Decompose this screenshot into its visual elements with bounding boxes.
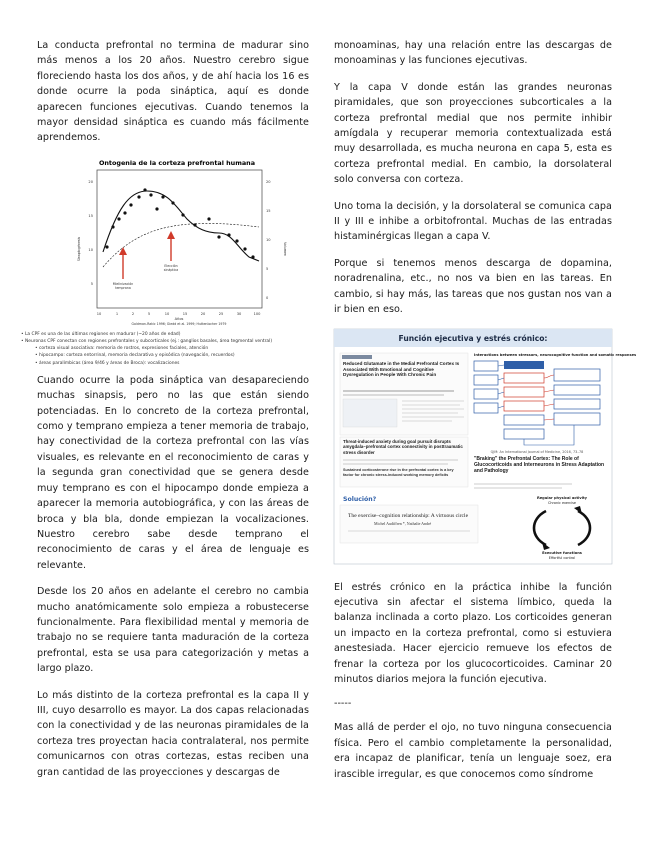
paragraph-right-2: Y la capa V donde están las grandes neuronas piramidales, que son proyecciones subcorticales a la corteza prefrontal medial que nos permite inhibir amígdala y recuperar memoria contextualizada está muy desarrollada, es mucha neurona en capa 5, esta es corteza prefrontal medial. En cambio, la dorsolateral solo conversa con corteza.: [334, 81, 612, 186]
data-point: [243, 247, 246, 250]
paper3-title: "Braking" the Prefrontal Cortex: The Role of Glucocorticoids and Interneurons in Stress Adaptation and Pathology: [474, 455, 605, 474]
x-tick: 25: [218, 311, 224, 316]
x-tick: 10: [96, 311, 102, 316]
paragraph-left-2: Cuando ocurre la poda sináptica van desapareciendo muchas sinapsis, pero no las que están siendo potenciadas. En lo concreto de la corteza prefrontal, como y temprano empieza a tener memoria de trabajo, hay conectividad de la corteza prefrontal con las vías visuales, es relevante en el reconocimiento de caras y la segunda gran conectividad que se genera desde muy temprano es con el hipocampo donde empieza a aparecer la memoria autobiográfica, y con las áreas de broca y bla bla, donde empiezan la vocalizaciones. Nuestro cerebro sabe desde temprano el reconocimiento de caras y el área de lenguaje es relevante.: [37, 374, 309, 571]
data-point: [117, 217, 120, 220]
data-point: [155, 207, 158, 210]
x-tick: 2: [131, 311, 135, 316]
figure1-y-left-label: Sinaptogénesis: [77, 236, 81, 261]
figure1-caption: Goldman-Rakic 1996; Giedd et al. 1999; Huttenlocher 1979: [131, 321, 227, 326]
solution-label: Solución?: [343, 495, 377, 503]
figure1-bullet: • Neuronas CPF conectan con regiones prefrontales y subcorticales (ej.: ganglios basales, área tegmental ventral): [21, 339, 273, 345]
paper1-snippet: [340, 353, 468, 435]
paragraph-right-6: Mas allá de perder el ojo, no tuvo ninguna consecuencia física. Pero el cambio completamente la personalidad, era incapaz de planificar, tenía un lenguaje soez, era irascible irregular, es que conocemos como síndrome: [334, 722, 612, 780]
y-right-tick: 15: [266, 208, 271, 213]
data-point: [227, 233, 230, 236]
data-point: [171, 201, 174, 204]
x-tick: 10: [164, 311, 170, 316]
data-point: [181, 213, 184, 216]
annotation-pruning-2: sináptica: [163, 267, 179, 272]
figure-prefrontal-ontogeny: [21, 157, 309, 367]
diagram-source: QJM: An International Journal of Medicine, 2016, 73–78: [490, 449, 584, 454]
data-point: [123, 211, 126, 214]
paper2-title: Threat-induced anxiety during goal pursuit disrupts amygdala–prefrontal cortex connectivity in posttraumatic stress disorder: [343, 438, 463, 455]
data-point: [105, 245, 108, 248]
paragraph-left-3: Desde los 20 años en adelante el cerebro no cambia mucho anatómicamente solo empieza a robustecerse funcionalmente. Para flexibilidad mental y memoria de trabajo no se requiere tanta maduración de la corteza prefrontal, esta se usa para categorización y metas a largo plazo.: [37, 586, 309, 675]
paragraph-right-3: Uno toma la decisión, y la dorsolateral se comunica capa II y III e inhibe a orbitofrontal. Muchas de las entradas histaminérgicas llegan a capa V.: [334, 200, 612, 243]
ontogeny-chart: [37, 157, 309, 327]
paragraph-right-1: monoaminas, hay una relación entre las descargas de monoaminas y las funciones ejecutivas.: [334, 40, 612, 67]
data-point: [129, 203, 132, 206]
figure2-header: Función ejecutiva y estrés crónico:: [398, 333, 548, 343]
y-right-tick: 20: [266, 179, 271, 184]
right-column: [334, 38, 637, 793]
annotation-myelination: Mielinización: [112, 281, 134, 286]
figure1-y-right-ticks: [266, 180, 271, 300]
diagram-title: Interactions between stressors, neurocognitive function and somatic responses: [474, 352, 637, 357]
paragraph-right-5: El estrés crónico en la práctica inhibe la función ejecutiva sin afectar el sistema límbico, queda la balanza inclinada a corto plazo. Los corticoides generan un impacto en la corteza prefrontal, como si estuviera anestesiada. Hacer ejercicio remueve los efectos de frenar la corteza por los glucocorticoides. Caminar 20 minutos diarios mejora la función ejecutiva.: [334, 581, 612, 685]
x-tick: 1: [115, 311, 119, 316]
x-tick: 30: [236, 311, 242, 316]
data-point: [111, 225, 114, 228]
figure1-arrow-pruning: [164, 231, 178, 272]
data-point: [251, 255, 254, 258]
figure1-data-points: [105, 188, 254, 258]
section-divider: -----: [334, 698, 352, 710]
data-point: [217, 235, 220, 238]
x-tick: 100: [253, 311, 261, 316]
paragraph-left-1: La conducta prefrontal no termina de madurar sino más menos a los 20 años. Nuestro cerebro sigue floreciendo hasta los dos años, y de ahí hacia los 16 es donde ocurre la poda sináptica, aquí es donde aparecen funciones ejecutivas. Cuando tenemos la mayor densidad sináptica es cuando más fácilmente aprendemos.: [37, 40, 309, 144]
annotation-pruning: Elección: [164, 263, 178, 268]
y-left-tick: 20: [88, 179, 93, 184]
figure1-y-right-label: Volumen: [283, 241, 287, 256]
y-left-tick: 5: [90, 281, 93, 286]
figure1-sub-bullet: • áreas paralímbicas (área 9/46 y áreas de Broca): vocalizaciones: [35, 360, 180, 366]
annotation-myelination-2: temprana: [115, 285, 131, 290]
data-point: [235, 239, 238, 242]
data-point: [207, 217, 210, 220]
paper4-title: The exercise–cognition relationship: A virtuous circle: [348, 512, 469, 519]
paragraph-right-4: Porque si tenemos menos descarga de dopamina, noradrenalina, etc., no nos va bien en las tareas. En cambio, si hay más, las tareas que nos gustan nos van a ir bien en eso.: [334, 257, 612, 316]
figure1-sub-bullet: • hipocampo: corteza entorrinal, memoria declarativa y episódica (navegación, recuerdos): [35, 353, 235, 359]
figure1-x-ticks: [97, 312, 261, 316]
figure1-x-label: Años: [174, 316, 184, 321]
paper1-title: Reduced Glutamate in the Medial Prefrontal Cortex Is Associated With Emotional and Cognitive Dysregulation in People With Chronic Pain: [343, 360, 460, 377]
y-right-tick: 5: [266, 266, 269, 271]
figure1-bullet: • La CPF es una de las últimas regiones en madurar (~20 años de edad): [21, 331, 181, 337]
figure1-volume-curve: [103, 223, 259, 267]
data-point: [137, 195, 140, 198]
data-point: [161, 195, 164, 198]
figure1-y-left-ticks: [88, 180, 93, 286]
paper2-abstract: Sustained corticosterone rise in the prefrontal cortex is a key factor for chronic stress-induced working memory deficits: [343, 467, 454, 477]
x-tick: 20: [200, 311, 206, 316]
y-left-tick: 10: [88, 247, 93, 252]
stress-collage: [334, 329, 637, 564]
y-right-tick: 10: [266, 237, 271, 242]
y-right-tick: 0: [266, 295, 269, 300]
figure1-sub-bullet: • corteza visual asociativa: memoria de rostros, expresiones faciales, atención: [35, 346, 209, 352]
y-left-tick: 15: [88, 213, 93, 218]
cycle-bottom-label-2: Effortful control: [548, 555, 576, 560]
paragraph-left-4: Lo más distinto de la corteza prefrontal es la capa II y III, cuyo desarrollo es mayor. La dos capas relacionadas con la conectividad y de las neuronas piramidales de la corteza tres proyectan hacia contralateral, nos permite comunicarnos con otras cortezas, estas reciben una gran cantidad de las proyecciones y descargas de: [37, 689, 309, 778]
paper4-authors: Michel Audiffren *, Nathalie André: [374, 520, 432, 526]
figure1-bullets: [21, 331, 309, 367]
x-tick: 15: [182, 311, 188, 316]
data-point: [143, 188, 146, 191]
left-column: [21, 38, 309, 791]
paper2-snippet: [340, 437, 468, 487]
cycle-bottom-label: Executive functions: [542, 550, 582, 555]
data-point: [193, 223, 196, 226]
x-tick: 5: [147, 311, 151, 316]
cycle-top-label: Regular physical activity: [536, 495, 588, 500]
figure1-title: Ontogenia de la corteza prefrontal humana: [98, 158, 256, 167]
figure-stress-executive: [334, 329, 637, 568]
cycle-top-label-2: Chronic exercise: [548, 500, 576, 505]
data-point: [149, 193, 152, 196]
figure1-synapse-curve: [103, 191, 259, 261]
